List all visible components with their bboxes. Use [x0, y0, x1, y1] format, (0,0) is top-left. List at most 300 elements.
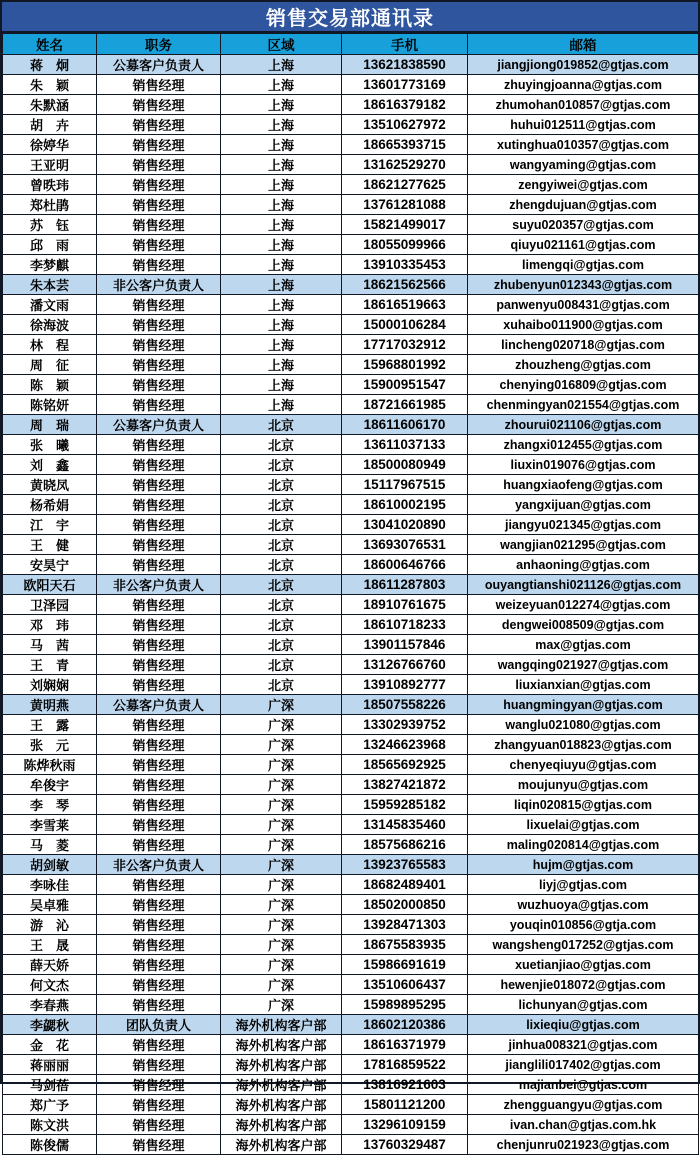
name-cell: 曾昳玮	[3, 175, 97, 195]
phone-cell: 18675583935	[342, 935, 468, 955]
phone-cell: 18910761675	[342, 595, 468, 615]
region-cell: 上海	[221, 155, 342, 175]
email-cell: lincheng020718@gtjas.com	[468, 335, 699, 355]
name-cell: 马 茜	[3, 635, 97, 655]
region-cell: 海外机构客户部	[221, 1015, 342, 1035]
email-cell: wangyaming@gtjas.com	[468, 155, 699, 175]
title-cell: 销售经理	[97, 535, 221, 555]
email-cell: jiangjiong019852@gtjas.com	[468, 55, 699, 75]
name-cell: 邓 玮	[3, 615, 97, 635]
table-row	[3, 975, 699, 995]
email-cell: jinhua008321@gtjas.com	[468, 1035, 699, 1055]
phone-cell: 13910335453	[342, 255, 468, 275]
table-row	[3, 855, 699, 875]
table-row	[3, 1035, 699, 1055]
phone-cell: 13510627972	[342, 115, 468, 135]
email-cell: panwenyu008431@gtjas.com	[468, 295, 699, 315]
title-cell: 销售经理	[97, 975, 221, 995]
name-cell: 蒋丽丽	[3, 1055, 97, 1075]
name-cell: 王亚明	[3, 155, 97, 175]
region-cell: 北京	[221, 415, 342, 435]
title-cell: 销售经理	[97, 355, 221, 375]
region-cell: 上海	[221, 275, 342, 295]
phone-cell: 13611037133	[342, 435, 468, 455]
title-cell: 销售经理	[97, 495, 221, 515]
name-cell: 王 青	[3, 655, 97, 675]
title-cell: 销售经理	[97, 1055, 221, 1075]
email-cell: liyj@gtjas.com	[468, 875, 699, 895]
table-row	[3, 335, 699, 355]
title-cell: 销售经理	[97, 115, 221, 135]
phone-cell: 15900951547	[342, 375, 468, 395]
title-cell: 销售经理	[97, 1035, 221, 1055]
region-cell: 广深	[221, 975, 342, 995]
name-cell: 周 瑞	[3, 415, 97, 435]
title-cell: 销售经理	[97, 75, 221, 95]
region-cell: 广深	[221, 795, 342, 815]
phone-cell: 13510606437	[342, 975, 468, 995]
name-cell: 邱 雨	[3, 235, 97, 255]
table-row	[3, 995, 699, 1015]
title-cell: 销售经理	[97, 155, 221, 175]
name-cell: 胡 卉	[3, 115, 97, 135]
name-cell: 苏 钰	[3, 215, 97, 235]
email-cell: zhourui021106@gtjas.com	[468, 415, 699, 435]
name-cell: 张 元	[3, 735, 97, 755]
table-row	[3, 455, 699, 475]
title-cell: 销售经理	[97, 555, 221, 575]
phone-cell: 18621562566	[342, 275, 468, 295]
name-cell: 游 沁	[3, 915, 97, 935]
phone-cell: 18616371979	[342, 1035, 468, 1055]
phone-cell: 13246623968	[342, 735, 468, 755]
table-row	[3, 675, 699, 695]
name-cell: 安昊宁	[3, 555, 97, 575]
region-cell: 上海	[221, 175, 342, 195]
name-cell: 卫泽园	[3, 595, 97, 615]
table-row	[3, 1075, 699, 1095]
name-cell: 胡剑敏	[3, 855, 97, 875]
table-row	[3, 495, 699, 515]
region-cell: 北京	[221, 475, 342, 495]
table-row	[3, 355, 699, 375]
table-row	[3, 935, 699, 955]
phone-cell: 13816921603	[342, 1075, 468, 1095]
region-cell: 北京	[221, 615, 342, 635]
title-cell: 销售经理	[97, 995, 221, 1015]
email-cell: youqin010856@gtja.com	[468, 915, 699, 935]
title-cell: 销售经理	[97, 95, 221, 115]
title-cell: 销售经理	[97, 255, 221, 275]
email-cell: wangjian021295@gtjas.com	[468, 535, 699, 555]
name-cell: 徐婷华	[3, 135, 97, 155]
table-row	[3, 515, 699, 535]
title-cell: 销售经理	[97, 595, 221, 615]
table-row	[3, 295, 699, 315]
name-cell: 江 宇	[3, 515, 97, 535]
email-cell: jiangyu021345@gtjas.com	[468, 515, 699, 535]
region-cell: 海外机构客户部	[221, 1115, 342, 1135]
title-cell: 销售经理	[97, 915, 221, 935]
col-header-email: 邮箱	[468, 34, 699, 55]
table-row	[3, 175, 699, 195]
name-cell: 刘 鑫	[3, 455, 97, 475]
phone-cell: 13601773169	[342, 75, 468, 95]
title-cell: 销售经理	[97, 295, 221, 315]
name-cell: 王 健	[3, 535, 97, 555]
name-cell: 黄明燕	[3, 695, 97, 715]
table-row	[3, 895, 699, 915]
title-cell: 销售经理	[97, 175, 221, 195]
name-cell: 黄晓凤	[3, 475, 97, 495]
name-cell: 杨希娟	[3, 495, 97, 515]
region-cell: 上海	[221, 335, 342, 355]
email-cell: wuzhuoya@gtjas.com	[468, 895, 699, 915]
table-row	[3, 1055, 699, 1075]
phone-cell: 13296109159	[342, 1115, 468, 1135]
name-cell: 牟俊宇	[3, 775, 97, 795]
email-cell: ivan.chan@gtjas.com.hk	[468, 1115, 699, 1135]
phone-cell: 15000106284	[342, 315, 468, 335]
phone-cell: 13162529270	[342, 155, 468, 175]
name-cell: 郑广予	[3, 1095, 97, 1115]
region-cell: 海外机构客户部	[221, 1095, 342, 1115]
title-cell: 销售经理	[97, 475, 221, 495]
title-cell: 销售经理	[97, 815, 221, 835]
title-cell: 销售经理	[97, 935, 221, 955]
col-header-name: 姓名	[3, 34, 97, 55]
name-cell: 朱本芸	[3, 275, 97, 295]
name-cell: 李春燕	[3, 995, 97, 1015]
title-cell: 团队负责人	[97, 1015, 221, 1035]
region-cell: 广深	[221, 735, 342, 755]
table-row	[3, 915, 699, 935]
table-row	[3, 755, 699, 775]
email-cell: yangxijuan@gtjas.com	[468, 495, 699, 515]
name-cell: 吴卓雅	[3, 895, 97, 915]
email-cell: qiuyu021161@gtjas.com	[468, 235, 699, 255]
region-cell: 北京	[221, 575, 342, 595]
table-row	[3, 695, 699, 715]
region-cell: 北京	[221, 535, 342, 555]
title-cell: 非公客户负责人	[97, 275, 221, 295]
region-cell: 上海	[221, 235, 342, 255]
table-row	[3, 1015, 699, 1035]
name-cell: 朱默涵	[3, 95, 97, 115]
email-cell: chenmingyan021554@gtjas.com	[468, 395, 699, 415]
title-cell: 销售经理	[97, 735, 221, 755]
email-cell: xutinghua010357@gtjas.com	[468, 135, 699, 155]
table-row	[3, 95, 699, 115]
phone-cell: 13126766760	[342, 655, 468, 675]
email-cell: xuhaibo011900@gtjas.com	[468, 315, 699, 335]
region-cell: 海外机构客户部	[221, 1055, 342, 1075]
phone-cell: 18600646766	[342, 555, 468, 575]
name-cell: 郑杜鹃	[3, 195, 97, 215]
title-cell: 销售经理	[97, 395, 221, 415]
title-cell: 销售经理	[97, 335, 221, 355]
region-cell: 上海	[221, 395, 342, 415]
email-cell: zhumohan010857@gtjas.com	[468, 95, 699, 115]
region-cell: 海外机构客户部	[221, 1035, 342, 1055]
table-row	[3, 155, 699, 175]
region-cell: 北京	[221, 495, 342, 515]
name-cell: 陈文洪	[3, 1115, 97, 1135]
region-cell: 海外机构客户部	[221, 1075, 342, 1095]
email-cell: huangmingyan@gtjas.com	[468, 695, 699, 715]
phone-cell: 18611287803	[342, 575, 468, 595]
table-row	[3, 415, 699, 435]
title-cell: 销售经理	[97, 715, 221, 735]
table-row	[3, 235, 699, 255]
region-cell: 北京	[221, 655, 342, 675]
name-cell: 潘文雨	[3, 295, 97, 315]
phone-cell: 18507558226	[342, 695, 468, 715]
region-cell: 上海	[221, 75, 342, 95]
email-cell: lichunyan@gtjas.com	[468, 995, 699, 1015]
name-cell: 李勰秋	[3, 1015, 97, 1035]
table-row	[3, 375, 699, 395]
name-cell: 王 晟	[3, 935, 97, 955]
region-cell: 上海	[221, 195, 342, 215]
email-cell: maling020814@gtjas.com	[468, 835, 699, 855]
name-cell: 何文杰	[3, 975, 97, 995]
email-cell: huhui012511@gtjas.com	[468, 115, 699, 135]
email-cell: chenjunru021923@gtjas.com	[468, 1135, 699, 1155]
name-cell: 林 程	[3, 335, 97, 355]
phone-cell: 13145835460	[342, 815, 468, 835]
email-cell: zhengdujuan@gtjas.com	[468, 195, 699, 215]
title-cell: 销售经理	[97, 455, 221, 475]
title-cell: 销售经理	[97, 895, 221, 915]
email-cell: hujm@gtjas.com	[468, 855, 699, 875]
email-cell: liqin020815@gtjas.com	[468, 795, 699, 815]
table-row	[3, 735, 699, 755]
email-cell: huangxiaofeng@gtjas.com	[468, 475, 699, 495]
email-cell: hewenjie018072@gtjas.com	[468, 975, 699, 995]
table-row	[3, 135, 699, 155]
email-cell: majianbei@gtjas.com	[468, 1075, 699, 1095]
table-row	[3, 555, 699, 575]
email-cell: anhaoning@gtjas.com	[468, 555, 699, 575]
region-cell: 上海	[221, 135, 342, 155]
title-cell: 销售经理	[97, 615, 221, 635]
title-cell: 销售经理	[97, 515, 221, 535]
table-row	[3, 615, 699, 635]
phone-cell: 15986691619	[342, 955, 468, 975]
table-row	[3, 635, 699, 655]
region-cell: 广深	[221, 835, 342, 855]
region-cell: 广深	[221, 815, 342, 835]
phone-cell: 18500080949	[342, 455, 468, 475]
email-cell: lixuelai@gtjas.com	[468, 815, 699, 835]
email-cell: max@gtjas.com	[468, 635, 699, 655]
table-row	[3, 1135, 699, 1155]
email-cell: liuxin019076@gtjas.com	[468, 455, 699, 475]
region-cell: 北京	[221, 595, 342, 615]
table-row	[3, 475, 699, 495]
name-cell: 金 花	[3, 1035, 97, 1055]
name-cell: 朱 颖	[3, 75, 97, 95]
name-cell: 刘娴娴	[3, 675, 97, 695]
name-cell: 陈俊儒	[3, 1135, 97, 1155]
title-cell: 销售经理	[97, 755, 221, 775]
region-cell: 广深	[221, 715, 342, 735]
email-cell: chenyeqiuyu@gtjas.com	[468, 755, 699, 775]
table-row	[3, 1115, 699, 1135]
table-row	[3, 715, 699, 735]
phone-cell: 18611606170	[342, 415, 468, 435]
table-row	[3, 815, 699, 835]
phone-cell: 15989895295	[342, 995, 468, 1015]
region-cell: 海外机构客户部	[221, 1135, 342, 1155]
email-cell: lixieqiu@gtjas.com	[468, 1015, 699, 1035]
title-cell: 销售经理	[97, 835, 221, 855]
table-row	[3, 655, 699, 675]
name-cell: 薛天娇	[3, 955, 97, 975]
title-cell: 销售经理	[97, 775, 221, 795]
name-cell: 蒋 炯	[3, 55, 97, 75]
table-row	[3, 435, 699, 455]
phone-cell: 17816859522	[342, 1055, 468, 1075]
region-cell: 北京	[221, 555, 342, 575]
title-cell: 销售经理	[97, 375, 221, 395]
phone-cell: 18602120386	[342, 1015, 468, 1035]
phone-cell: 17717032912	[342, 335, 468, 355]
table-row	[3, 835, 699, 855]
name-cell: 陈烨秋雨	[3, 755, 97, 775]
title-cell: 销售经理	[97, 655, 221, 675]
title-cell: 非公客户负责人	[97, 575, 221, 595]
region-cell: 北京	[221, 675, 342, 695]
phone-cell: 15959285182	[342, 795, 468, 815]
name-cell: 陈铭妍	[3, 395, 97, 415]
title-cell: 销售经理	[97, 1075, 221, 1095]
phone-cell: 13302939752	[342, 715, 468, 735]
phone-cell: 13761281088	[342, 195, 468, 215]
name-cell: 李梦麒	[3, 255, 97, 275]
region-cell: 北京	[221, 515, 342, 535]
region-cell: 上海	[221, 355, 342, 375]
col-header-title: 职务	[97, 34, 221, 55]
region-cell: 上海	[221, 55, 342, 75]
email-cell: zhuyingjoanna@gtjas.com	[468, 75, 699, 95]
title-cell: 销售经理	[97, 875, 221, 895]
table-row	[3, 595, 699, 615]
phone-cell: 18502000850	[342, 895, 468, 915]
email-cell: dengwei008509@gtjas.com	[468, 615, 699, 635]
table-row	[3, 55, 699, 75]
title-cell: 销售经理	[97, 1135, 221, 1155]
email-cell: jianglili017402@gtjas.com	[468, 1055, 699, 1075]
table-row	[3, 215, 699, 235]
name-cell: 李 琴	[3, 795, 97, 815]
phone-cell: 15117967515	[342, 475, 468, 495]
name-cell: 徐海波	[3, 315, 97, 335]
phone-cell: 13041020890	[342, 515, 468, 535]
title-cell: 销售经理	[97, 435, 221, 455]
col-header-phone: 手机	[342, 34, 468, 55]
name-cell: 陈 颖	[3, 375, 97, 395]
region-cell: 广深	[221, 855, 342, 875]
phone-cell: 18575686216	[342, 835, 468, 855]
phone-cell: 13928471303	[342, 915, 468, 935]
email-cell: ouyangtianshi021126@gtjas.com	[468, 575, 699, 595]
table-row	[3, 955, 699, 975]
region-cell: 上海	[221, 295, 342, 315]
table-row	[3, 255, 699, 275]
name-cell: 王 露	[3, 715, 97, 735]
email-cell: wangsheng017252@gtjas.com	[468, 935, 699, 955]
email-cell: weizeyuan012274@gtjas.com	[468, 595, 699, 615]
name-cell: 马 菱	[3, 835, 97, 855]
phone-cell: 18721661985	[342, 395, 468, 415]
title-cell: 公募客户负责人	[97, 55, 221, 75]
phone-cell: 18682489401	[342, 875, 468, 895]
phone-cell: 13910892777	[342, 675, 468, 695]
table-row	[3, 275, 699, 295]
phone-cell: 13760329487	[342, 1135, 468, 1155]
phone-cell: 13693076531	[342, 535, 468, 555]
region-cell: 北京	[221, 455, 342, 475]
email-cell: zhangyuan018823@gtjas.com	[468, 735, 699, 755]
region-cell: 广深	[221, 695, 342, 715]
region-cell: 广深	[221, 935, 342, 955]
contacts-table	[2, 33, 699, 1155]
table-row	[3, 875, 699, 895]
title-cell: 非公客户负责人	[97, 855, 221, 875]
title-cell: 销售经理	[97, 1095, 221, 1115]
region-cell: 广深	[221, 915, 342, 935]
table-row	[3, 535, 699, 555]
phone-cell: 18621277625	[342, 175, 468, 195]
title-cell: 销售经理	[97, 195, 221, 215]
region-cell: 上海	[221, 375, 342, 395]
name-cell: 马剑蓓	[3, 1075, 97, 1095]
phone-cell: 13923765583	[342, 855, 468, 875]
title-cell: 销售经理	[97, 235, 221, 255]
title-cell: 销售经理	[97, 1115, 221, 1135]
table-row	[3, 575, 699, 595]
email-cell: zhengguangyu@gtjas.com	[468, 1095, 699, 1115]
email-cell: zhubenyun012343@gtjas.com	[468, 275, 699, 295]
name-cell: 张 曦	[3, 435, 97, 455]
phone-cell: 18665393715	[342, 135, 468, 155]
title-cell: 销售经理	[97, 795, 221, 815]
table-row	[3, 395, 699, 415]
region-cell: 上海	[221, 115, 342, 135]
title-cell: 销售经理	[97, 675, 221, 695]
email-cell: moujunyu@gtjas.com	[468, 775, 699, 795]
region-cell: 广深	[221, 955, 342, 975]
email-cell: suyu020357@gtjas.com	[468, 215, 699, 235]
phone-cell: 18610718233	[342, 615, 468, 635]
title-cell: 公募客户负责人	[97, 415, 221, 435]
phone-cell: 13901157846	[342, 635, 468, 655]
phone-cell: 15821499017	[342, 215, 468, 235]
title-cell: 销售经理	[97, 955, 221, 975]
email-cell: chenying016809@gtjas.com	[468, 375, 699, 395]
email-cell: xuetianjiao@gtjas.com	[468, 955, 699, 975]
name-cell: 李雪莱	[3, 815, 97, 835]
name-cell: 李咏佳	[3, 875, 97, 895]
region-cell: 上海	[221, 315, 342, 335]
page-title: 销售交易部通讯录	[2, 2, 698, 33]
name-cell: 欧阳天石	[3, 575, 97, 595]
phone-cell: 15968801992	[342, 355, 468, 375]
region-cell: 上海	[221, 215, 342, 235]
region-cell: 北京	[221, 435, 342, 455]
